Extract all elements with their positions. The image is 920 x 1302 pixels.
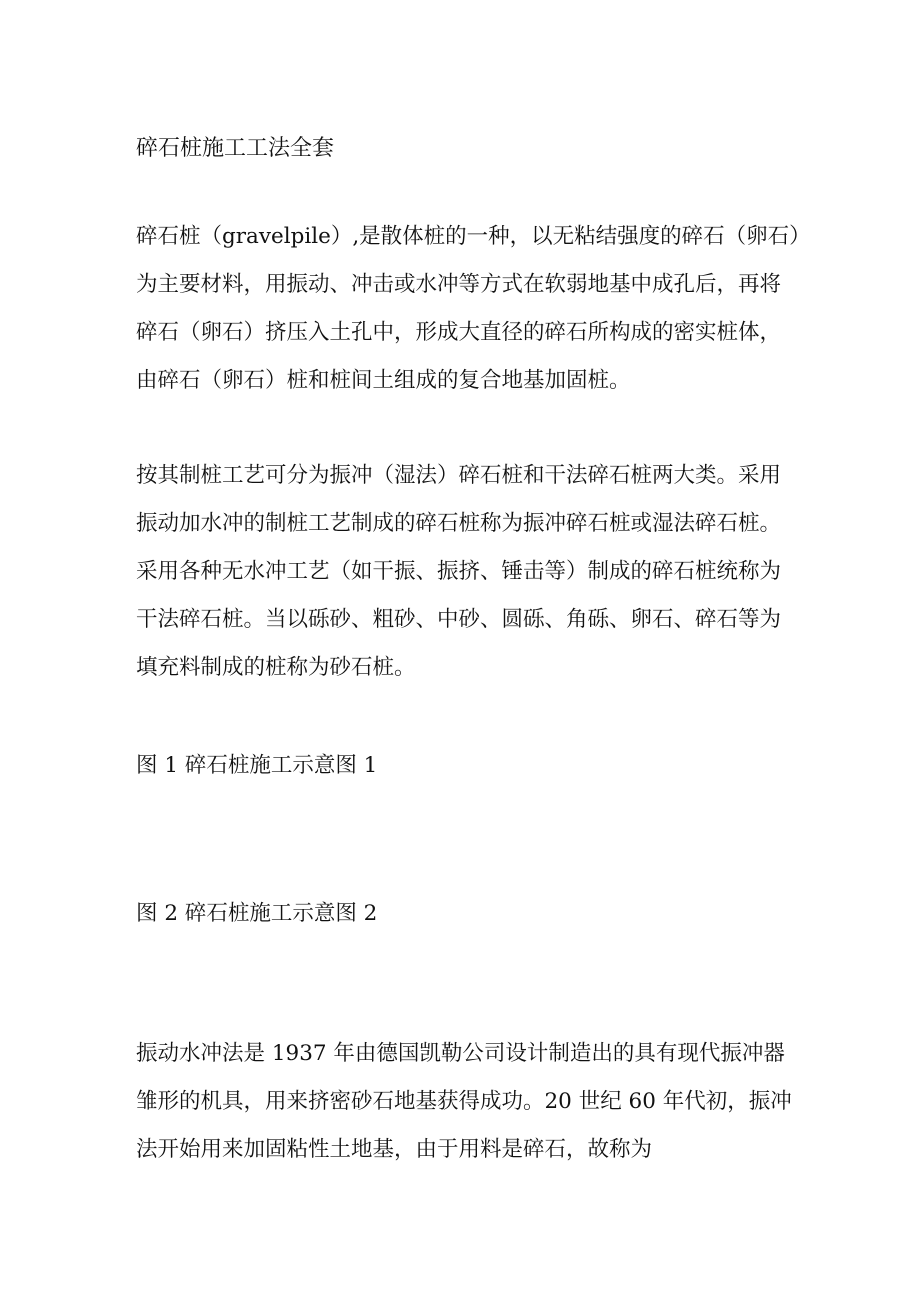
paragraph-line: 法开始用来加固粘性土地基，由于用料是碎石，故称为 [136,1137,653,1162]
paragraph-line: 为主要材料，用振动、冲击或水冲等方式在软弱地基中成孔后，再将 [136,272,782,297]
figure-2-caption: 图 2 碎石桩施工示意图 2 [136,901,378,926]
paragraph-line: 按其制桩工艺可分为振冲（湿法）碎石桩和干法碎石桩两大类。采用 [136,463,782,488]
paragraph-definition [136,213,816,405]
paragraph-line: 振动水冲法是 1937 年由德国凯勒公司设计制造出的具有现代振冲器 [136,1041,785,1066]
paragraph-line: 由碎石（卵石）桩和桩间土组成的复合地基加固桩。 [136,368,631,393]
paragraph-classification [136,452,816,692]
paragraph-line: 填充料制成的桩称为砂石桩。 [136,655,416,680]
document-title: 碎石桩施工工法全套 [136,136,335,161]
figure-1-caption: 图 1 碎石桩施工示意图 1 [136,753,378,778]
paragraph-line: 雏形的机具，用来挤密砂石地基获得成功。20 世纪 60 年代初，振冲 [136,1089,792,1114]
paragraph-line: 振动加水冲的制桩工艺制成的碎石桩称为振冲碎石桩或湿法碎石桩。 [136,511,782,536]
paragraph-line: 碎石桩（gravelpile）,是散体桩的一种，以无粘结强度的碎石（卵石） [136,224,811,249]
paragraph-line: 干法碎石桩。当以砾砂、粗砂、中砂、圆砾、角砾、卵石、碎石等为 [136,607,782,632]
paragraph-history [136,1030,816,1174]
paragraph-line: 碎石（卵石）挤压入土孔中，形成大直径的碎石所构成的密实桩体， [136,320,782,345]
paragraph-line: 采用各种无水冲工艺（如干振、振挤、锤击等）制成的碎石桩统称为 [136,559,782,584]
